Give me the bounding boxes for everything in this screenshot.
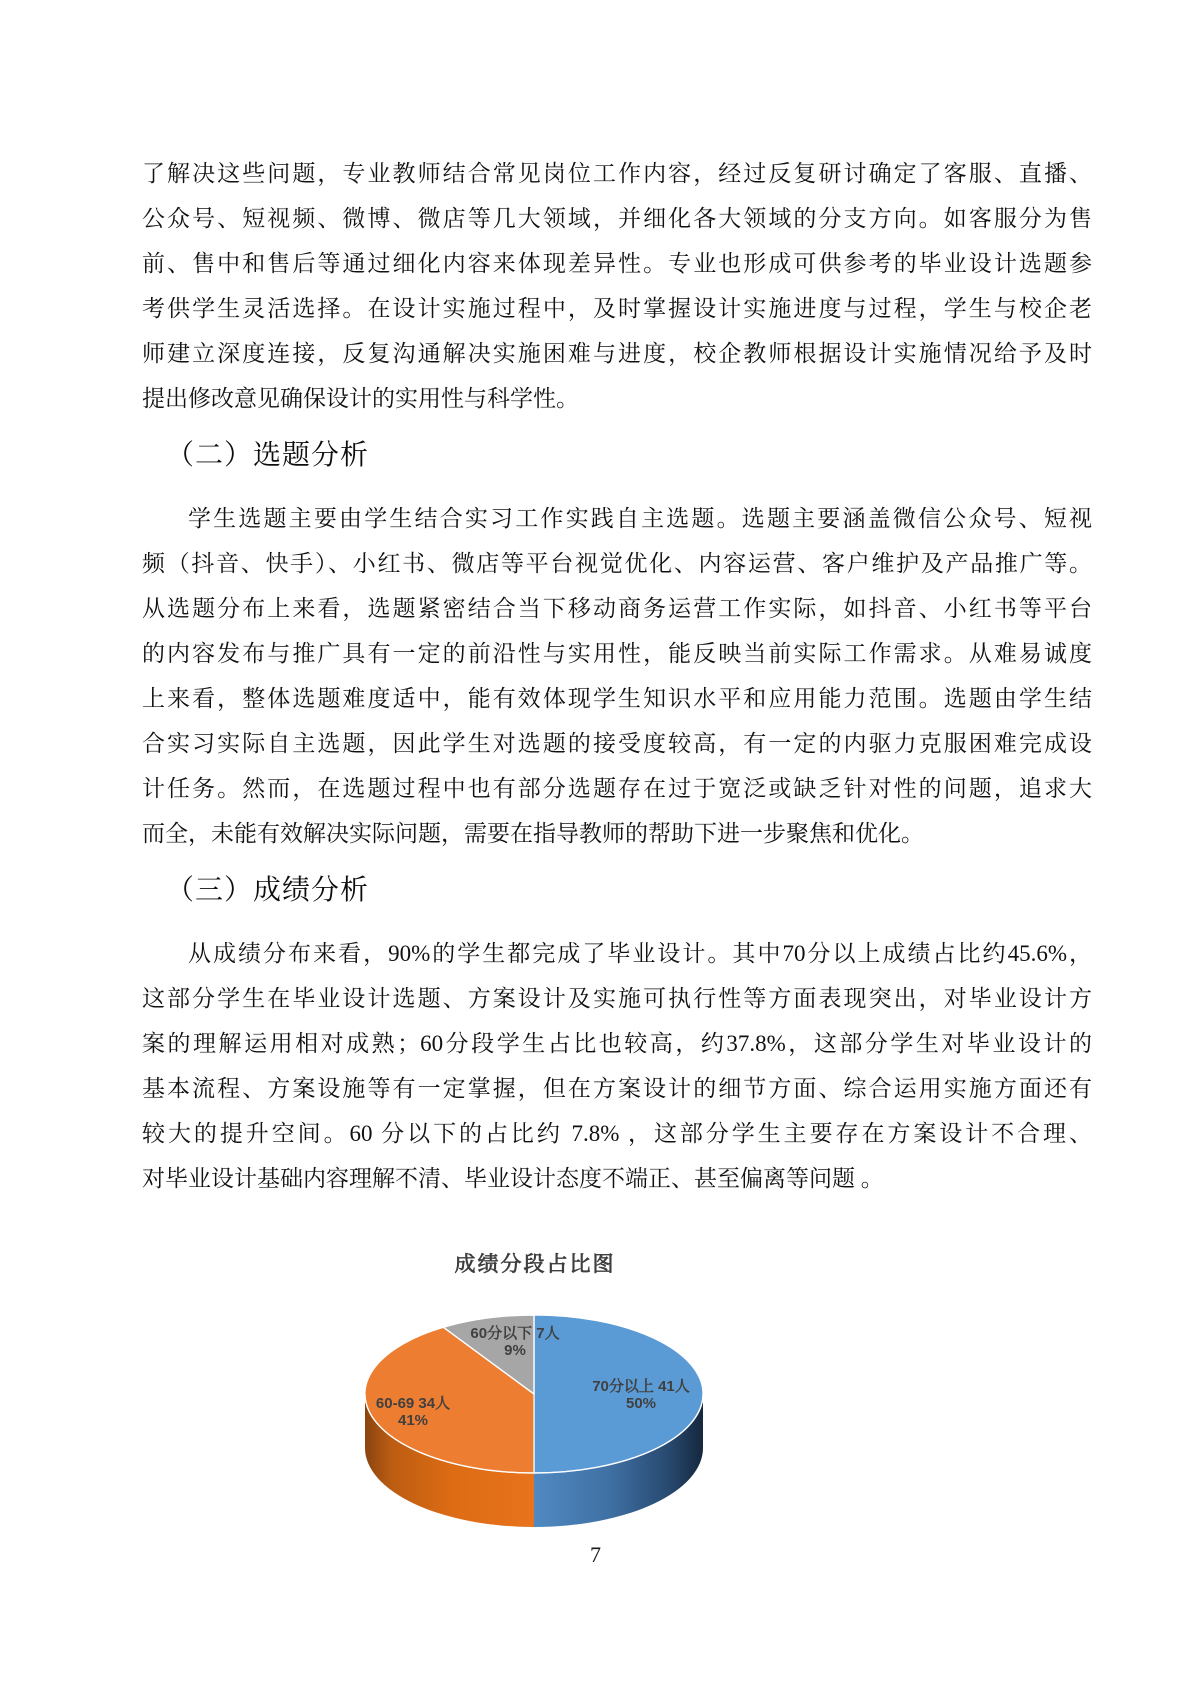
body-line: 计任务。然而，在选题过程中也有部分选题存在过于宽泛或缺乏针对性的问题，追求大 <box>142 776 1092 801</box>
body-line: 对毕业设计基础内容理解不清、毕业设计态度不端正、甚至偏离等问题 。 <box>142 1166 884 1191</box>
body-line: 上来看，整体选题难度适中，能有效体现学生知识水平和应用能力范围。选题由学生结 <box>142 686 1092 711</box>
body-line: 的内容发布与推广具有一定的前沿性与实用性，能反映当前实际工作需求。从难易诚度 <box>142 641 1092 666</box>
body-line: 学生选题主要由学生结合实习工作实践自主选题。选题主要涵盖微信公众号、短视 <box>188 506 1092 531</box>
paragraph-3 <box>142 931 1092 1201</box>
body-line: 基本流程、方案设施等有一定掌握，但在方案设计的细节方面、综合运用实施方面还有 <box>142 1076 1092 1101</box>
pie-label-text: 60-69 34人 <box>375 1395 451 1412</box>
body-line: 频（抖音、快手）、小红书、微店等平台视觉优化、内容运营、客户维护及产品推广等。 <box>142 551 1092 576</box>
body-line: 提出修改意见确保设计的实用性与科学性。 <box>142 386 579 411</box>
pie-label-text: 70分以上 41人 <box>592 1378 690 1395</box>
pie-label-below60 <box>430 1325 600 1359</box>
pie-label-70plus <box>556 1378 726 1412</box>
body-line: 从成绩分布来看，90%的学生都完成了毕业设计。其中70分以上成绩占比约45.6%， <box>188 941 1092 966</box>
body-line: 考供学生灵活选择。在设计实施过程中，及时掌握设计实施进度与过程，学生与校企老 <box>142 296 1092 321</box>
body-line: 较大的提升空间。60 分以下的占比约 7.8% ，这部分学生主要存在方案设计不合理、 <box>142 1121 1092 1146</box>
paragraph-2 <box>142 496 1092 856</box>
pie-label-percent: 50% <box>625 1395 657 1412</box>
page-number: 7 <box>590 1542 601 1567</box>
body-line: 这部分学生在毕业设计选题、方案设计及实施可执行性等方面表现突出，对毕业设计方 <box>142 986 1092 1011</box>
section-heading-3: （三）成绩分析 <box>166 875 370 906</box>
body-line: 而全，未能有效解决实际问题，需要在指导教师的帮助下进一步聚焦和优化。 <box>142 821 924 846</box>
body-line: 师建立深度连接，反复沟通解决实施困难与进度，校企教师根据设计实施情况给予及时 <box>142 341 1092 366</box>
body-line: 了解决这些问题，专业教师结合常见岗位工作内容，经过反复研讨确定了客服、直播、 <box>142 161 1092 186</box>
body-line: 公众号、短视频、微博、微店等几大领域，并细化各大领域的分支方向。如客服分为售 <box>142 206 1092 231</box>
body-line: 合实习实际自主选题，因此学生对选题的接受度较高，有一定的内驱力克服困难完成设 <box>142 731 1092 756</box>
pie-label-percent: 41% <box>397 1412 429 1429</box>
pie-label-text: 60分以下 7人 <box>470 1325 560 1342</box>
pie-label-percent: 9% <box>504 1342 526 1359</box>
chart-title: 成绩分段占比图 <box>454 1252 616 1276</box>
section-heading-2: （二）选题分析 <box>166 440 370 471</box>
pie-chart <box>330 1290 750 1550</box>
body-line: 从选题分布上来看，选题紧密结合当下移动商务运营工作实际，如抖音、小红书等平台 <box>142 596 1092 621</box>
paragraph-1 <box>142 151 1092 421</box>
body-line: 前、售中和售后等通过细化内容来体现差异性。专业也形成可供参考的毕业设计选题参 <box>142 251 1092 276</box>
body-line: 案的理解运用相对成熟；60分段学生占比也较高，约37.8%，这部分学生对毕业设计的 <box>142 1031 1092 1056</box>
pie-label-60-69 <box>328 1395 498 1429</box>
